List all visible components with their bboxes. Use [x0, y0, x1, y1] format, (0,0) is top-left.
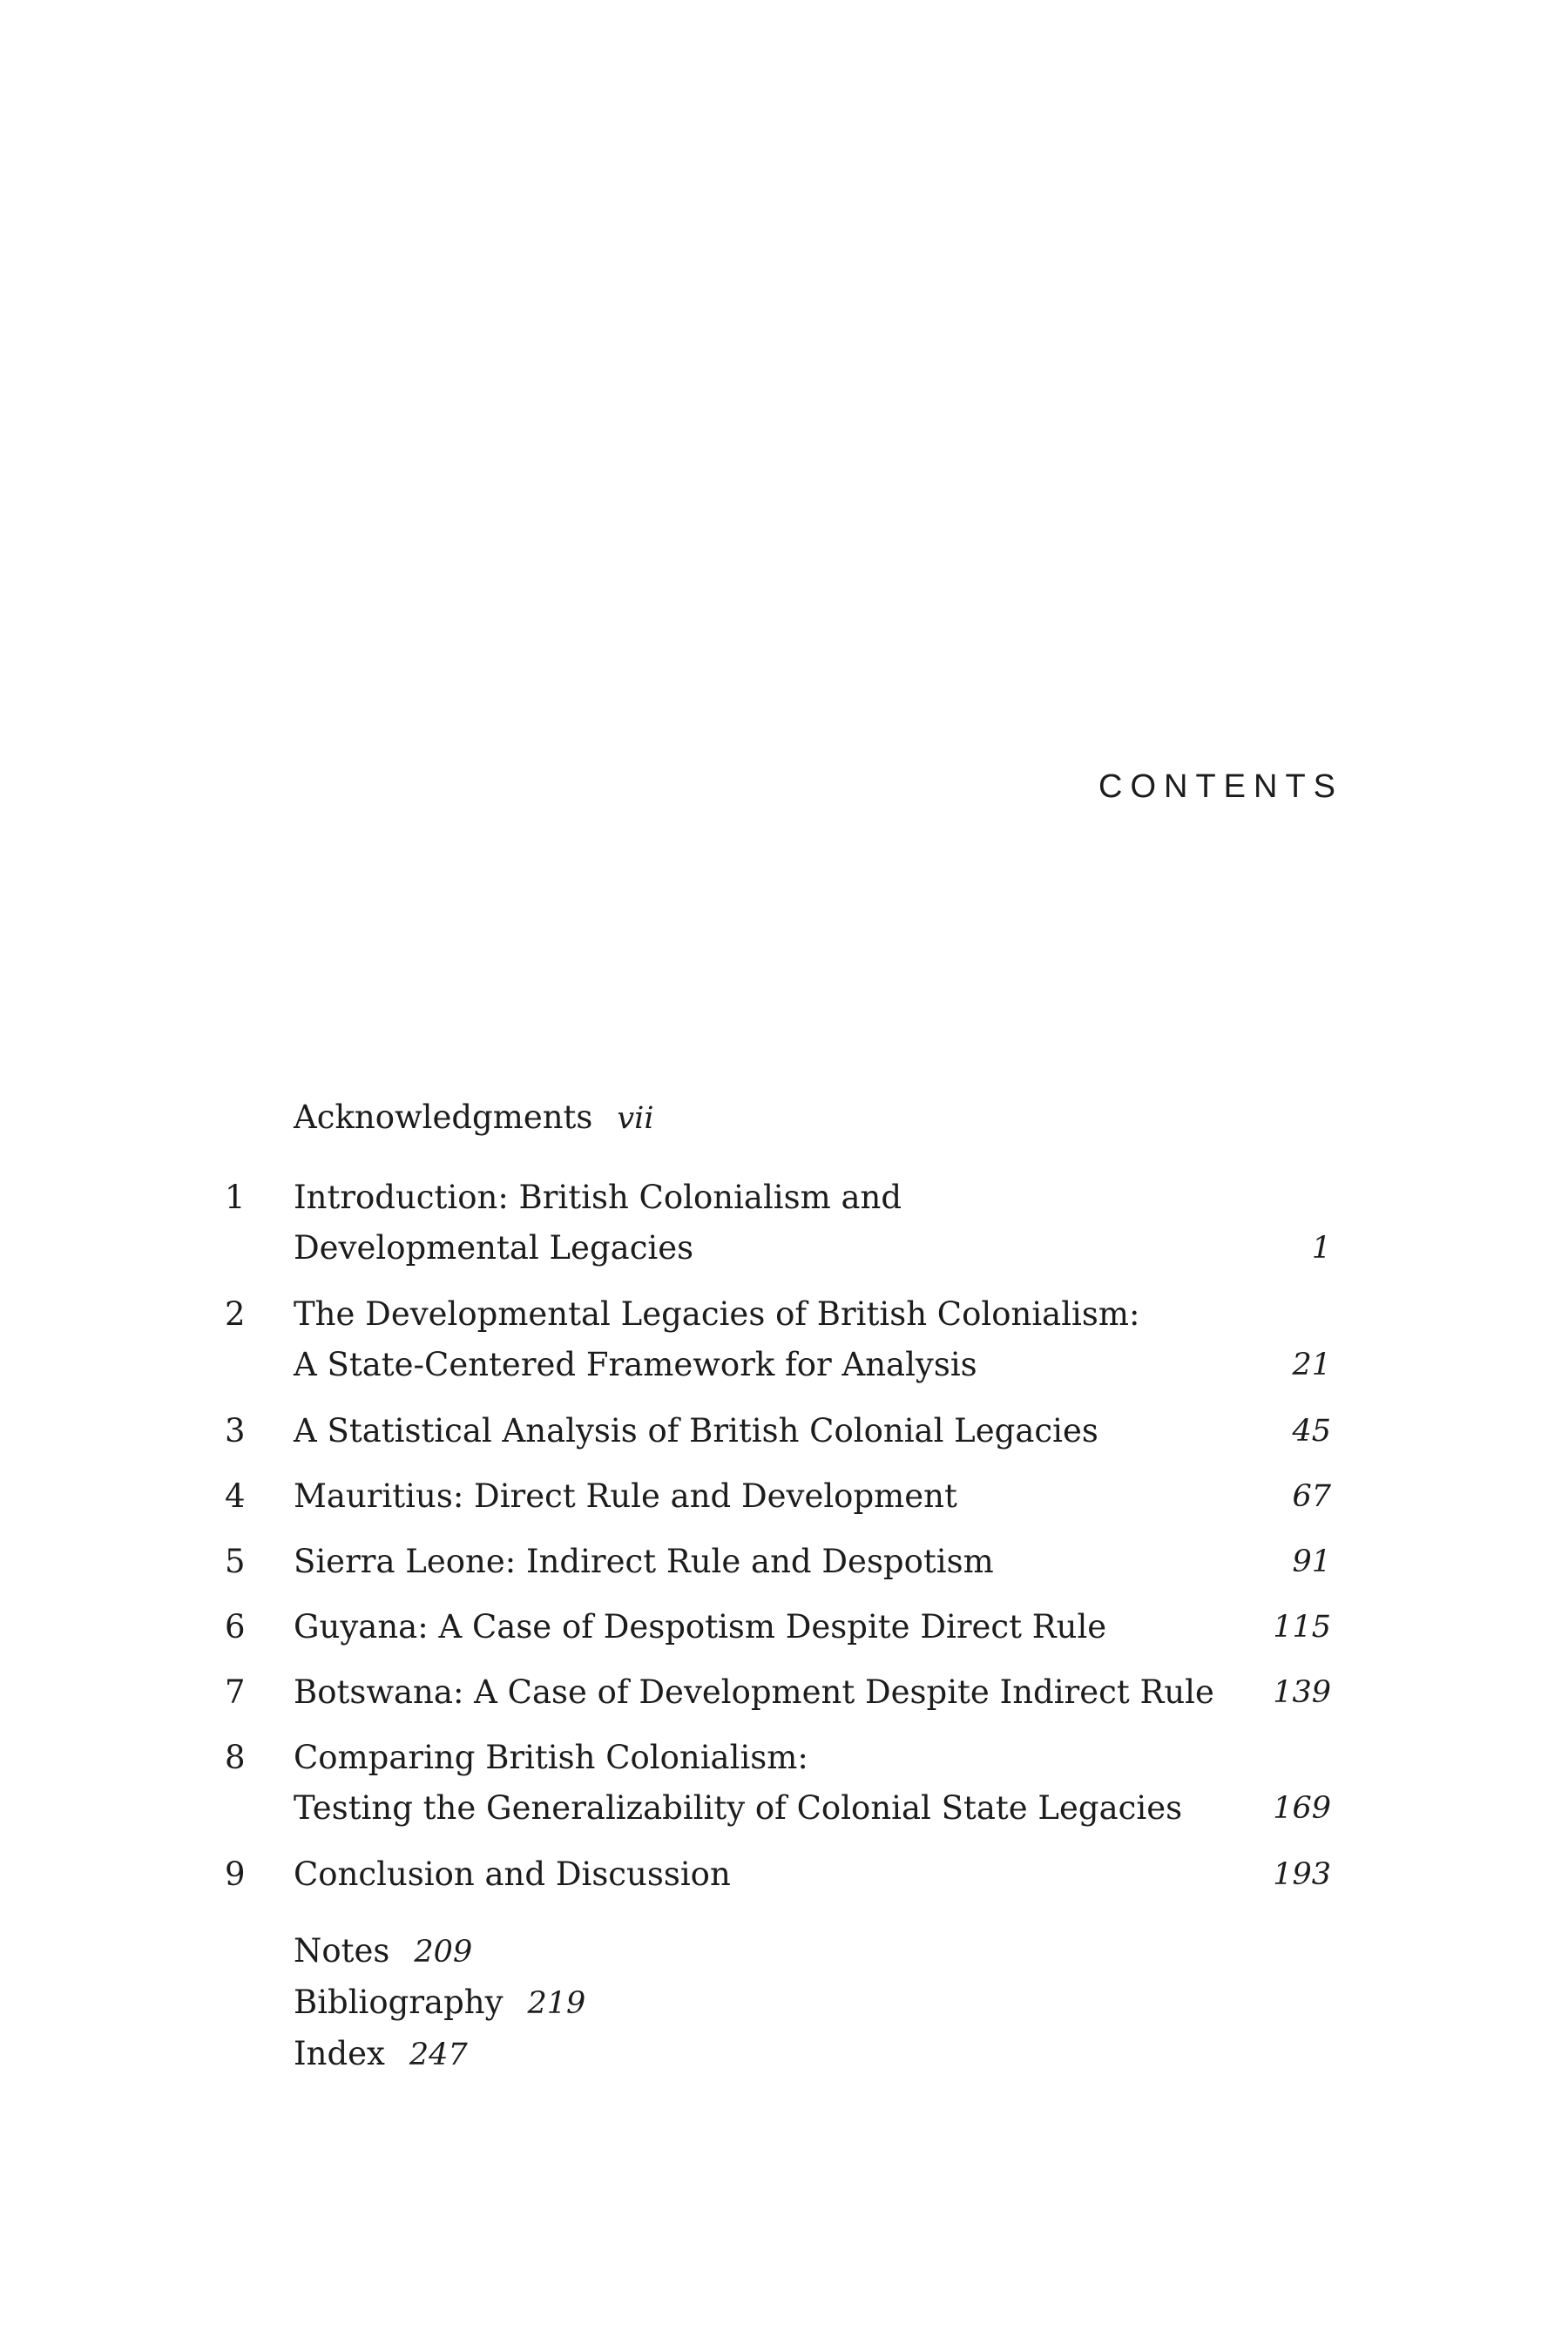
toc-entry-index[interactable]: [294, 2029, 585, 2080]
toc-entry-chapter-7[interactable]: [0, 1667, 1568, 1720]
entry-label: Bibliography: [294, 1984, 504, 2021]
chapter-title-line: Comparing British Colonialism:: [294, 1739, 808, 1776]
entry-label: Notes: [294, 1932, 390, 1970]
chapter-title: [294, 1471, 957, 1522]
entry-page-number: 219: [527, 1986, 586, 2021]
chapter-title: [294, 1849, 731, 1900]
chapter-title-line: Conclusion and Discussion: [294, 1855, 731, 1893]
chapter-page-number: 45: [1292, 1414, 1331, 1449]
chapter-number: 8: [225, 1739, 246, 1776]
front-matter-list: [294, 1092, 654, 1144]
toc-entry-bibliography[interactable]: [294, 1977, 585, 2029]
chapter-title: [294, 1733, 1182, 1834]
chapter-title: [294, 1289, 1139, 1390]
chapter-page-number: 139: [1273, 1675, 1331, 1710]
chapter-number: 2: [225, 1295, 246, 1333]
back-matter-list: [294, 1926, 585, 2080]
entry-label: Index: [294, 2035, 385, 2072]
chapter-title-line: A Statistical Analysis of British Colonial Legacies: [294, 1412, 1098, 1450]
chapter-title-line: A State-Centered Framework for Analysis: [294, 1346, 977, 1383]
entry-page-number: 247: [409, 2038, 468, 2072]
toc-entry-chapter-3[interactable]: [0, 1406, 1568, 1458]
chapter-title-line: Introduction: British Colonialism and: [294, 1179, 902, 1216]
chapter-page-number: 21: [1292, 1348, 1331, 1382]
chapter-page-number: 1: [1311, 1231, 1331, 1266]
chapter-title-line: Botswana: A Case of Development Despite Indirect Rule: [294, 1673, 1214, 1711]
chapter-page-number: 91: [1292, 1544, 1331, 1579]
chapter-number: 1: [225, 1179, 246, 1216]
chapter-number: 5: [225, 1543, 246, 1580]
chapter-number: 7: [225, 1673, 246, 1711]
entry-label: Acknowledgments: [294, 1098, 593, 1136]
chapter-title-line: Testing the Generalizability of Colonial State Legacies: [294, 1789, 1183, 1827]
chapter-number: 9: [225, 1855, 246, 1893]
chapter-number: 4: [225, 1477, 246, 1515]
chapter-title: [294, 1173, 902, 1274]
entry-page-number: vii: [617, 1101, 654, 1136]
chapter-title: [294, 1667, 1214, 1718]
toc-entry-chapter-4[interactable]: [0, 1471, 1568, 1524]
toc-entry-acknowledgments[interactable]: [294, 1092, 654, 1144]
toc-entry-chapter-8[interactable]: [0, 1733, 1568, 1827]
toc-entry-chapter-6[interactable]: [0, 1602, 1568, 1654]
chapter-title-line: The Developmental Legacies of British Colonialism:: [294, 1295, 1140, 1333]
chapter-title-line: Developmental Legacies: [294, 1229, 694, 1267]
chapter-title-line: Mauritius: Direct Rule and Development: [294, 1477, 957, 1515]
chapter-page-number: 193: [1273, 1857, 1331, 1892]
chapter-title: [294, 1406, 1098, 1456]
toc-entry-chapter-2[interactable]: [0, 1289, 1568, 1383]
toc-entry-chapter-5[interactable]: [0, 1537, 1568, 1589]
page-title: CONTENTS: [1098, 768, 1343, 805]
chapter-page-number: 67: [1292, 1479, 1331, 1514]
chapter-page-number: 169: [1273, 1791, 1331, 1826]
chapter-title-line: Guyana: A Case of Despotism Despite Direct Rule: [294, 1608, 1107, 1646]
chapter-number: 3: [225, 1412, 246, 1450]
toc-entry-notes[interactable]: [294, 1926, 585, 1977]
toc-entry-chapter-1[interactable]: [0, 1173, 1568, 1267]
toc-entry-chapter-9[interactable]: [0, 1849, 1568, 1902]
chapter-title-line: Sierra Leone: Indirect Rule and Despotism: [294, 1543, 994, 1580]
chapter-page-number: 115: [1273, 1610, 1331, 1645]
entry-page-number: 209: [414, 1935, 473, 1970]
chapter-title: [294, 1602, 1106, 1652]
chapter-title: [294, 1537, 994, 1587]
chapter-number: 6: [225, 1608, 246, 1646]
